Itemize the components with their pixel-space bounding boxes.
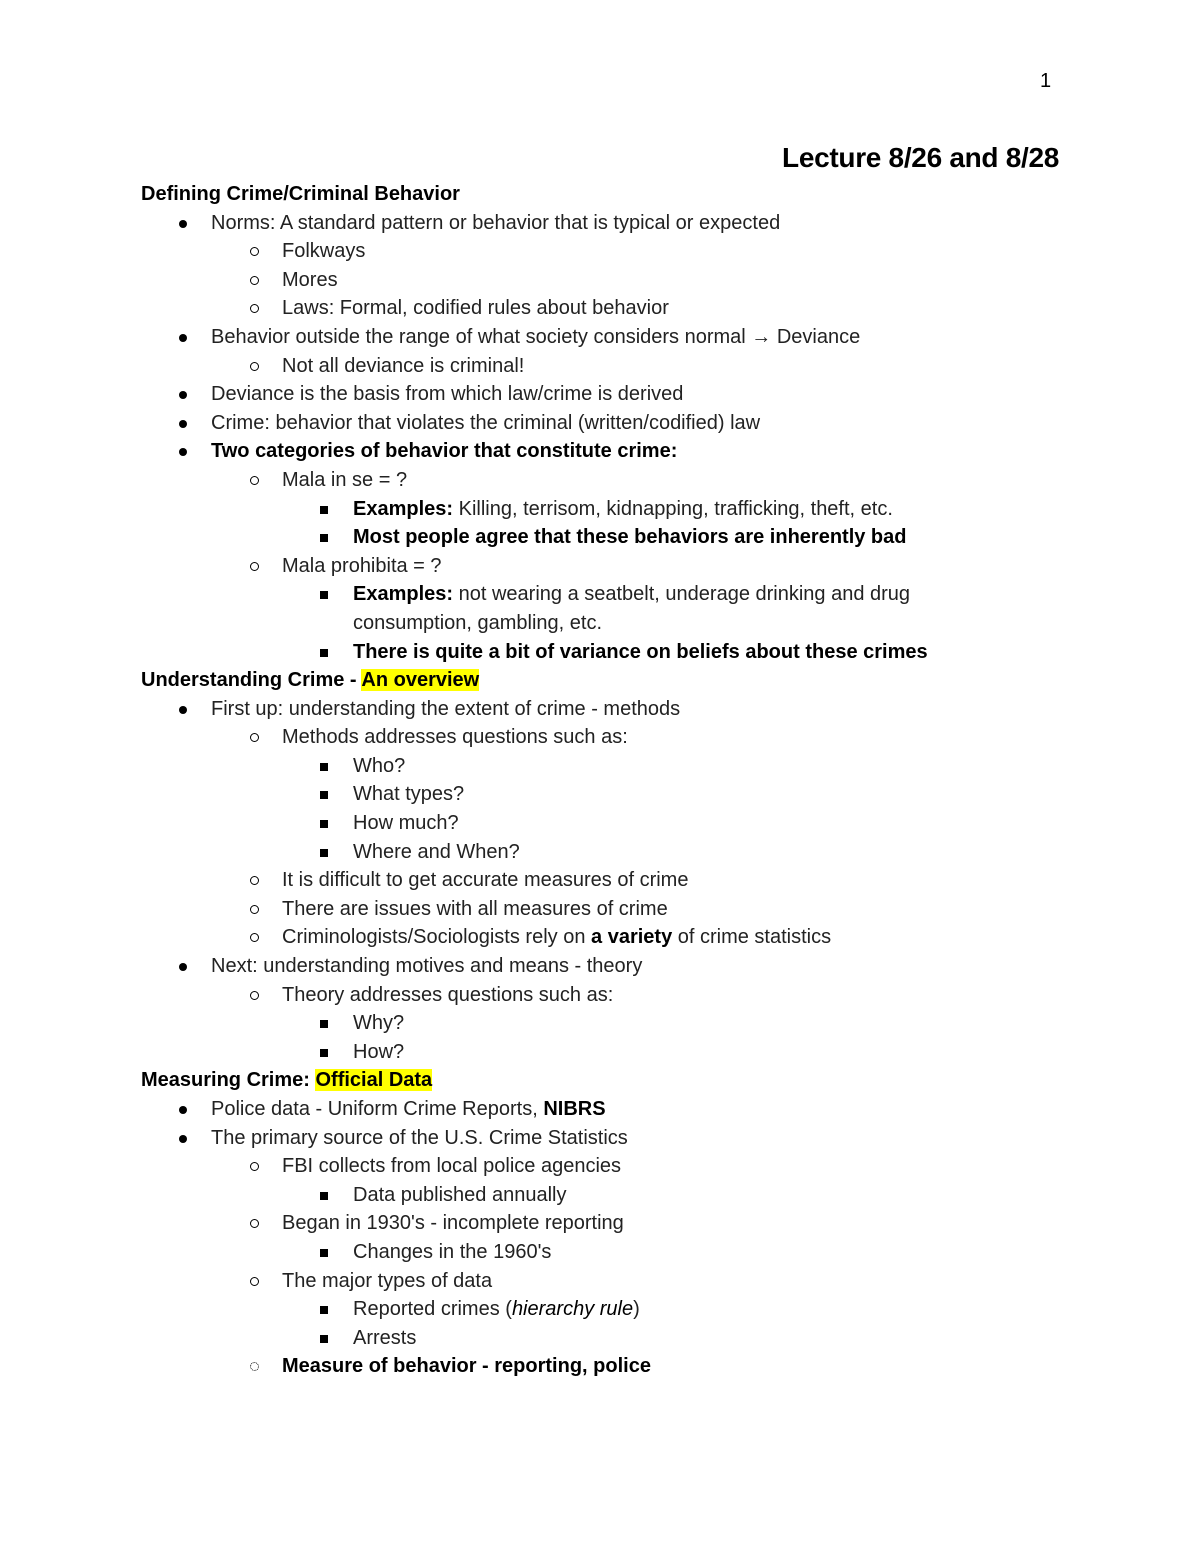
list-item: Theory addresses questions such as: [141, 981, 1101, 1010]
list-item: Measure of behavior - reporting, police [141, 1352, 1101, 1381]
list-item: Began in 1930's - incomplete reporting [141, 1209, 1101, 1238]
highlighted-text: Official Data [315, 1069, 433, 1092]
list-item: Laws: Formal, codified rules about behavior [141, 294, 1101, 323]
section-heading-understanding: Understanding Crime - An overview [141, 669, 480, 692]
list-item: Crime: behavior that violates the criminal (written/codified) law [141, 409, 1101, 438]
list-item: It is difficult to get accurate measures of crime [141, 866, 1101, 895]
square-bullet-icon [320, 1335, 328, 1343]
list-item: Examples: not wearing a seatbelt, underage drinking and drug [141, 580, 1101, 609]
disc-bullet-icon [179, 391, 187, 399]
circle-bullet-icon [250, 247, 259, 256]
list-item: Mala prohibita = ? [141, 552, 1101, 581]
document-body [141, 180, 1101, 1381]
list-item: Police data - Uniform Crime Reports, NIBRS [141, 1095, 1101, 1124]
disc-bullet-icon [179, 448, 187, 456]
list-item: There is quite a bit of variance on beliefs about these crimes [141, 638, 1101, 667]
circle-bullet-icon [250, 876, 259, 885]
disc-bullet-icon [179, 334, 187, 342]
list-item: Not all deviance is criminal! [141, 352, 1101, 381]
list-item: Arrests [141, 1324, 1101, 1353]
page-title: Lecture 8/26 and 8/28 [782, 142, 1059, 173]
disc-bullet-icon [179, 1106, 187, 1114]
square-bullet-icon [320, 591, 328, 599]
list-item: Changes in the 1960's [141, 1238, 1101, 1267]
list-item: Mala in se = ? [141, 466, 1101, 495]
dotted-circle-bullet-icon [250, 1362, 259, 1371]
square-bullet-icon [320, 506, 328, 514]
circle-bullet-icon [250, 905, 259, 914]
disc-bullet-icon [179, 1135, 187, 1143]
circle-bullet-icon [250, 733, 259, 742]
list-item: Norms: A standard pattern or behavior that is typical or expected [141, 209, 1101, 238]
circle-bullet-icon [250, 476, 259, 485]
square-bullet-icon [320, 1192, 328, 1200]
circle-bullet-icon [250, 1277, 259, 1286]
circle-bullet-icon [250, 304, 259, 313]
list-item: Why? [141, 1009, 1101, 1038]
list-item: Who? [141, 752, 1101, 781]
square-bullet-icon [320, 791, 328, 799]
page-number: 1 [1040, 70, 1052, 92]
circle-bullet-icon [250, 362, 259, 371]
disc-bullet-icon [179, 706, 187, 714]
list-item: Examples: Killing, terrisom, kidnapping, trafficking, theft, etc. [141, 495, 1101, 524]
list-item: Two categories of behavior that constitute crime: [141, 437, 1101, 466]
square-bullet-icon [320, 1249, 328, 1257]
disc-bullet-icon [179, 220, 187, 228]
square-bullet-icon [320, 1020, 328, 1028]
list-item: Reported crimes (hierarchy rule) [141, 1295, 1101, 1324]
square-bullet-icon [320, 820, 328, 828]
list-item: The major types of data [141, 1267, 1101, 1296]
circle-bullet-icon [250, 562, 259, 571]
square-bullet-icon [320, 1049, 328, 1057]
list-item: Where and When? [141, 838, 1101, 867]
square-bullet-icon [320, 649, 328, 657]
list-item: First up: understanding the extent of crime - methods [141, 695, 1101, 724]
list-item: There are issues with all measures of crime [141, 895, 1101, 924]
list-item: Criminologists/Sociologists rely on a variety of crime statistics [141, 923, 1101, 952]
section-heading-defining: Defining Crime/Criminal Behavior [141, 183, 460, 205]
list-item: Behavior outside the range of what society considers normal → Deviance [141, 323, 1101, 352]
square-bullet-icon [320, 1306, 328, 1314]
square-bullet-icon [320, 763, 328, 771]
list-item-continuation: consumption, gambling, etc. [353, 611, 603, 634]
list-item: Folkways [141, 237, 1101, 266]
list-item: How much? [141, 809, 1101, 838]
highlighted-text: An overview [361, 669, 480, 692]
section-heading-measuring: Measuring Crime: Official Data [141, 1069, 433, 1092]
square-bullet-icon [320, 534, 328, 542]
circle-bullet-icon [250, 991, 259, 1000]
disc-bullet-icon [179, 963, 187, 971]
circle-bullet-icon [250, 1162, 259, 1171]
list-item: The primary source of the U.S. Crime Statistics [141, 1124, 1101, 1153]
list-item: Mores [141, 266, 1101, 295]
circle-bullet-icon [250, 933, 259, 942]
list-item: Data published annually [141, 1181, 1101, 1210]
square-bullet-icon [320, 849, 328, 857]
list-item: Methods addresses questions such as: [141, 723, 1101, 752]
list-item: Deviance is the basis from which law/crime is derived [141, 380, 1101, 409]
list-item: What types? [141, 780, 1101, 809]
list-item: How? [141, 1038, 1101, 1067]
list-item: Next: understanding motives and means - theory [141, 952, 1101, 981]
circle-bullet-icon [250, 1219, 259, 1228]
circle-bullet-icon [250, 276, 259, 285]
disc-bullet-icon [179, 420, 187, 428]
list-item: Most people agree that these behaviors are inherently bad [141, 523, 1101, 552]
list-item: FBI collects from local police agencies [141, 1152, 1101, 1181]
